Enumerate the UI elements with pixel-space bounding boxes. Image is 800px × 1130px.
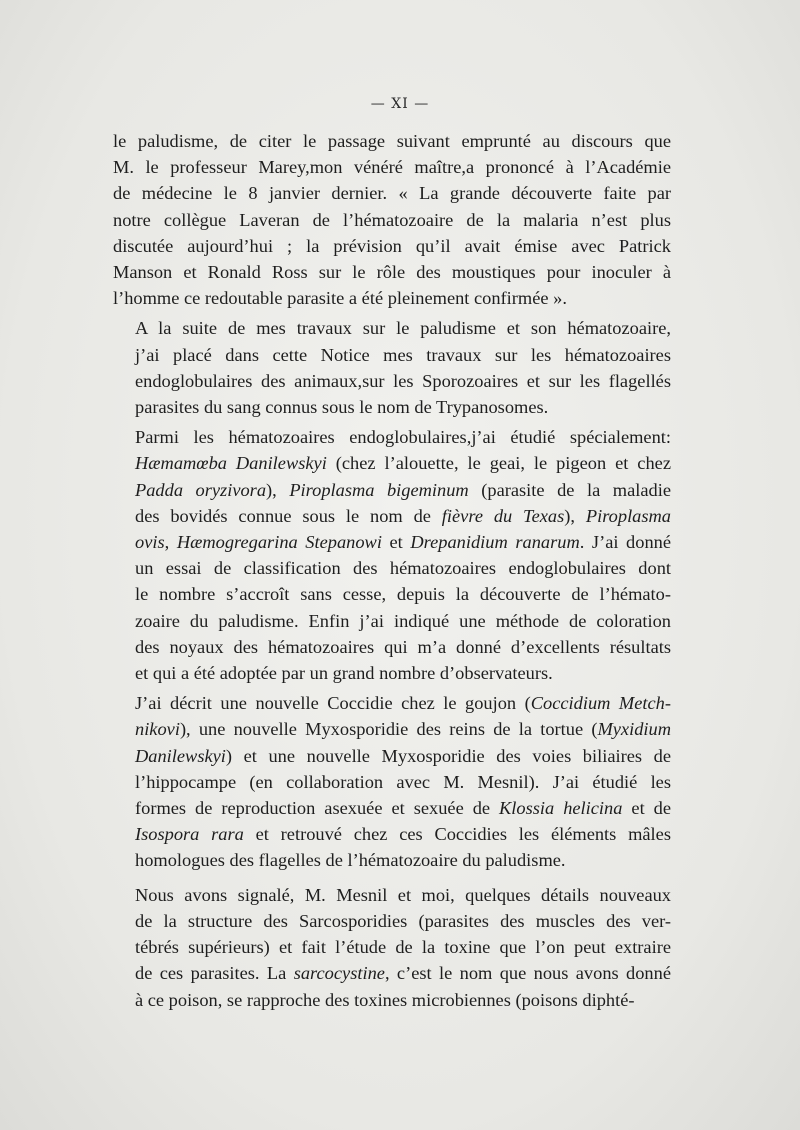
- text-line: des noyaux des hématozoaires qui m’a donné d’excellents résultats: [135, 636, 671, 657]
- italic-term: nikovi: [135, 719, 180, 740]
- italic-term: Danilewskyi: [135, 745, 226, 766]
- text-line: de médecine le 8 janvier dernier. « La grande découverte faite par: [113, 183, 671, 204]
- text-line: tébrés supérieurs) et fait l’étude de la toxine que l’on peut extraire: [135, 937, 671, 958]
- text-line: un essai de classification des hématozoaires endoglobulaires dont: [135, 558, 671, 579]
- text-line: endoglobulaires des animaux,sur les Sporozoaires et sur les flagellés: [135, 370, 671, 391]
- text-line: discutée aujourd’hui ; la prévision qu’il avait émise avec Patrick: [113, 235, 671, 256]
- text-line: l’homme ce redoutable parasite a été pleinement confirmée ».: [113, 288, 567, 309]
- text-line: Nous avons signalé, M. Mesnil et moi, quelques détails nouveaux: [135, 884, 671, 905]
- text-line: le paludisme, de citer le passage suivant emprunté au discours que: [113, 131, 671, 151]
- text-line: notre collègue Laveran de l’hématozoaire de la malaria n’est plus: [113, 209, 671, 230]
- italic-term: sarcocystine: [293, 963, 385, 984]
- italic-term: Isospora rara: [135, 824, 244, 845]
- italic-term: Coccidium Metch-: [530, 693, 671, 714]
- text-line: à ce poison, se rapproche des toxines microbiennes (poisons diphté-: [135, 989, 635, 1010]
- text-line: homologues des flagelles de l’hématozoaire du paludisme.: [135, 850, 566, 871]
- body-text: [113, 128, 671, 1013]
- text-line: j’ai placé dans cette Notice mes travaux sur les hématozoaires: [135, 344, 671, 365]
- page-number: — XI —: [370, 96, 430, 112]
- text-line: M. le professeur Marey,mon vénéré maître,a prononcé à l’Académie: [113, 157, 671, 178]
- text-line: de ces parasites. La sarcocystine, c’est le nom que nous avons donné: [135, 963, 671, 984]
- text-line: l’hippocampe (en collaboration avec M. Mesnil). J’ai étudié les: [135, 771, 671, 792]
- italic-term: Piroplasma bigeminum: [289, 479, 469, 500]
- paragraph-5: [113, 882, 671, 1013]
- paragraph-4: [113, 690, 671, 873]
- italic-term: Piroplasma: [585, 505, 672, 526]
- italic-term: Hæmogregarina Stepanowi: [176, 532, 382, 553]
- text-line: zoaire du paludisme. Enfin j’ai indiqué une méthode de coloration: [135, 610, 671, 631]
- text-line: Padda oryzivora), Piroplasma bigeminum (parasite de la maladie: [135, 479, 671, 500]
- text-line: Danilewskyi) et une nouvelle Myxosporidie des voies biliaires de: [135, 745, 671, 766]
- text-line: des bovidés connue sous le nom de fièvre du Texas), Piroplasma: [135, 505, 672, 526]
- text-line: parasites du sang connus sous le nom de Trypanosomes.: [135, 397, 549, 418]
- italic-term: Hæmamœba Danilewskyi: [135, 453, 327, 474]
- italic-term: Klossia helicina: [499, 798, 623, 819]
- italic-term: Drepanidium ranarum: [410, 532, 580, 553]
- italic-term: fièvre du Texas: [441, 505, 565, 526]
- text-line: et qui a été adoptée par un grand nombre d’observateurs.: [135, 663, 553, 684]
- text-line: J’ai décrit une nouvelle Coccidie chez le goujon (Coccidium Metch-: [135, 693, 671, 714]
- text-line: ovis, Hæmogregarina Stepanowi et Drepanidium ranarum. J’ai donné: [135, 532, 671, 553]
- text-line: le nombre s’accroît sans cesse, depuis la découverte de l’hémato-: [135, 584, 671, 605]
- text-line: nikovi), une nouvelle Myxosporidie des reins de la tortue (Myxidium: [135, 719, 671, 740]
- text-line: Hæmamœba Danilewskyi (chez l’alouette, le geai, le pigeon et chez: [135, 453, 671, 474]
- text-line: A la suite de mes travaux sur le paludisme et son hématozoaire,: [135, 318, 671, 339]
- paragraph-1: [113, 128, 671, 311]
- text-line: Manson et Ronald Ross sur le rôle des moustiques pour inoculer à: [113, 262, 671, 283]
- italic-term: ovis: [135, 532, 165, 553]
- paragraph-2: [113, 315, 671, 420]
- text-line: Isospora rara et retrouvé chez ces Coccidies les éléments mâles: [135, 824, 671, 845]
- paragraph-3: [113, 424, 671, 686]
- italic-term: Padda oryzivora: [135, 479, 267, 500]
- text-line: de la structure des Sarcosporidies (parasites des muscles des ver-: [135, 910, 671, 931]
- italic-term: Myxidium: [597, 719, 671, 740]
- text-line: Parmi les hématozoaires endoglobulaires,j’ai étudié spécialement:: [135, 427, 671, 448]
- text-line: formes de reproduction asexuée et sexuée de Klossia helicina et de: [135, 798, 672, 819]
